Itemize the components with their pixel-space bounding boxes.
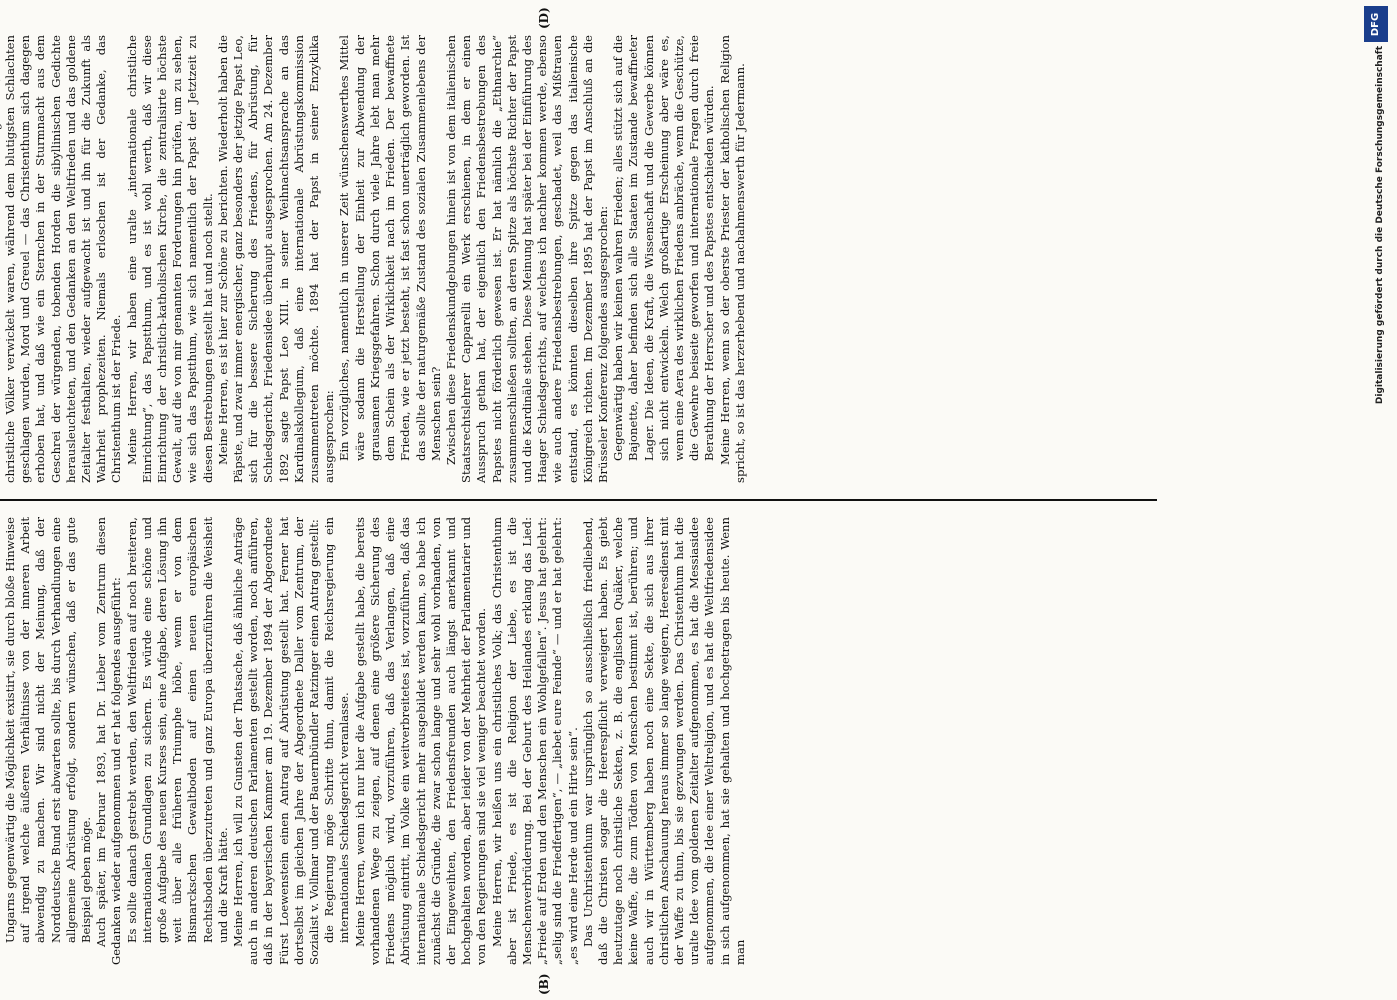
quotation: Gegenwärtig haben wir keinen wahren Frieden; alles stützt sich auf die Bajonette, daher befinden sich alle Staaten im Zustande bewaffneter Lager. Die Ideen, die Kraft, die Wissenschaft und die Gewerbe können sich nicht entwickeln. Welch großartige Erscheinung aber wäre es, wenn eine Aera des wirklichen Friedens anbräche, wenn die Geschütze, die Gewehre beiseite geworfen und internationale Fragen durch freie Berathung der Herrscher und des Papstes entschieden würden.	[611, 35, 717, 461]
paragraph: Meine Herren, es ist hier zur Schöne zu berichten. Wiederholt haben die Päpste, und zwar immer energischer, ganz besonders der jetzige Papst Leo, sich für die bessere Sicherung des Friedens, für Abrüstung, für Schiedsgericht, Friedensidee überhaupt ausgesprochen. Am 24. Dezember 1892 sagte Papst Leo XIII. in seiner Weihnachtsansprache an das Kardinalskollegium, daß eine internationale Abrüstungskommission zusammentreten möchte. 1894 hat der Papst in seiner Enzyklika ausgesprochen:	[215, 35, 337, 483]
quotation: Ungarns gegenwärtig die Möglichkeit existirt, sie durch bloße Hinweise auf irgend welche äußeren Verhältnisse von der inneren Arbeit abwendig zu machen. Wir sind nicht der Meinung, daß der Norddeutsche Bund erst abwarten sollte, bis durch Verhandlungen eine allgemeine Abrüstung erfolgt, sondern wünschen, daß er das gute Beispiel geben möge.	[3, 517, 94, 943]
paragraph: christliche Völker verwickelt waren, während dem blutigsten Schlachten geschlagen wurden, Mord und Greuel — das Christenthum sich dagegen erhoben hat, und daß wie ein Sternchen in der Sturmnacht aus dem Geschrei der würgenden, tobenden Horden die sibyllinischen Gedichte herausleuchteten, und den Gedanken an den Weltfrieden und das goldene Zeitalter festhalten, wieder aufgewacht ist und ihn für die Zukunft als Wahrheit prophezeiten. Niemals erloschen ist der Gedanke, das Christenthum ist der Friede.	[3, 35, 124, 483]
rotated-page-content	[0, 7, 1167, 995]
paragraph: Meine Herren, wenn ich nur hier die Aufgabe gestellt habe, die bereits vorhandenen Wege zu zeigen, auf denen eine größere Sicherung des Friedens möglich wird, vorzuführen, daß das Verlangen, daß eine Abrüstung eintritt, im Volke ein weitverbreitetes ist, vorzuführen, daß das internationale Schiedsgericht mehr ausgebildet werden kann, so habe ich zunächst die Gründe, die zwar schon lange und sehr wohl vorhanden, von der Eingeweihten, den Friedensfreunden auch längst anerkannt und hochgehalten worden, aber leider von der Mehrheit der Parlamentarier und von den Regierungen sind sie viel weniger beachtet worden.	[352, 517, 489, 965]
paragraph: Meine Herren, wir heißen uns ein christliches Volk; das Christenthum aber ist Friede, es ist die Religion der Liebe, es ist die Menschenverbrüderung. Bei der Geburt des Heilandes erklang das Lied: „Friede auf Erden und den Menschen ein Wohlgefallen“. Jesus hat gelehrt: „selig sind die Friedfertigen“, — „liebet eure Feinde“ — und er hat gelehrt: „es wird eine Herde und ein Hirte sein“.	[489, 517, 580, 965]
paragraph: Meine Herren, ich will zu Gunsten der Thatsache, daß ähnliche Anträge auch in anderen deutschen Parlamenten gestellt worden, noch anführen, daß in der bayerischen Kammer am 19. Dezember 1894 der Abgeordnete Fürst Loewenstein einen Antrag auf Abrüstung gestellt hat. Ferner hat dortselbst im gleichen Jahre der Abgeordnete Daller vom Zentrum, der Sozialist v. Vollmar und der Bauernbündler Ratzinger einen Antrag gestellt:	[231, 517, 322, 965]
margin-marker-d: (D)	[537, 7, 551, 29]
left-column	[0, 517, 1157, 965]
quotation: Es sollte danach gestrebt werden, den Weltfrieden auf noch breiteren, internationalen Grundlagen zu sichern. Es würde eine schöne und große Aufgabe des neuen Kurses sein, eine Aufgabe, deren Lösung ihn weit über alle früheren Triumphe höbe, wenn er von dem Bismarckschen Gewaltboden auf einen neuen europäischen Rechtsboden überzutreten und ganz Europa überzuführen die Weisheit und die Kraft hätte.	[124, 517, 230, 943]
quotation: Ein vorzügliches, namentlich in unserer Zeit wünschenswerthes Mittel wäre sodann die Herstellung der Einheit zur Abwendung der grausamen Kriegsgefahren. Schon durch viele Jahre lebt man mehr dem Schein als der Wirklichkeit nach im Frieden. Der bewaffnete Frieden, wie er jetzt besteht, ist fast schon unerträglich geworden. Ist das sollte der naturgemäße Zustand des sozialen Zusammenlebens der Menschen sein?	[337, 35, 443, 461]
right-column	[0, 35, 1157, 483]
digitization-note	[1363, 0, 1393, 1000]
paragraph: Auch später, im Februar 1893, hat Dr. Lieber vom Zentrum diesen Gedanken wieder aufgenommen und er hat folgendes ausgeführt:	[94, 517, 124, 965]
paragraph: Das Urchristenthum war ursprünglich so ausschließlich friedliebend, daß die Christen sogar die Heerespflicht verweigert haben. Es giebt heutzutage noch christliche Sekten, z. B. die englischen Quäker, welche keine Waffe, die zum Tödten von Menschen bestimmt ist, berühren; und auch wir in Württemberg haben noch eine Sekte, die sich aus ihrer christlichen Anschauung heraus immer so lange weigern, Heeresdienst mit der Waffe zu thun, bis sie gezwungen werden. Das Christenthum hat die uralte Idee vom goldenen Zeitalter aufgenommen, es hat die Messiasidee aufgenommen, die Idee einer Weltreligion, und es hat die Weltfriedensidee in sich aufgenommen, hat sie gehalten und hochgetragen bis heute. Wenn man	[580, 517, 747, 965]
column-divider	[0, 499, 1157, 501]
paragraph: Meine Herren, wenn so der oberste Priester der katholischen Religion spricht, so ist das herzerhebend und nachahmenswerth für Jedermann.	[717, 35, 747, 483]
quotation: die Regierung möge Schritte thun, damit die Reichsregierung ein internationales Schiedsgericht veranlasse.	[322, 517, 352, 943]
margin-marker-b: (B)	[537, 973, 551, 995]
funding-notice: Digitalisierung gefördert durch die Deutsche Forschungsgemeinschaft	[1375, 46, 1385, 405]
paragraph: Zwischen diese Friedenskundgebungen hinein ist von dem italienischen Staatsrechtslehrer Capparelli ein Werk erschienen, in dem er einen Ausspruch gethan hat, der eigentlich den Friedensbestrebungen des Papstes nicht förderlich gewesen ist. Er hat nämlich die „Ethnarchie“ zusammenschließen sollten, an deren Spitze als höchste Richter der Papst und die Kardinäle stehen. Diese Meinung hat später bei der Einführung des Haager Schiedsgerichts, auf welches ich nachher kommen werde, ebenso wie auch andere Friedensbestrebungen, geschadet, weil das Mißtrauen entstand, es könnten dieselben ihre Spitze gegen das italienische Königreich richten. Im Dezember 1895 hat der Papst im Anschluß an die Brüsseler Konferenz folgendes ausgesprochen:	[443, 35, 610, 483]
dfg-logo	[1364, 6, 1388, 42]
dfg-logo-text: DFG	[1370, 12, 1382, 36]
paragraph: Meine Herren, wir haben eine uralte „internationale christliche Einrichtung“, das Papstthum, und es ist wohl werth, daß wir diese Einrichtung der christlich-katholischen Kirche, die zentralisirte höchste Gewalt, auf die von mir genannten Forderungen hin prüfen, um zu sehen, wie sich das Papstthum, wie sich namentlich der Papst der Jetztzeit zu diesen Bestrebungen gestellt hat und noch stellt.	[124, 35, 215, 483]
